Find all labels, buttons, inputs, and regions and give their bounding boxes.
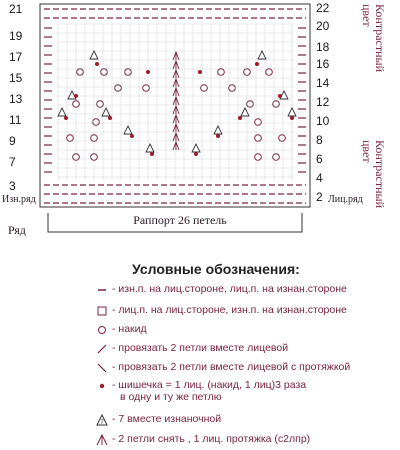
bobble-mark [255, 62, 259, 66]
yarn-over-mark [97, 101, 104, 108]
yarn-over-mark [91, 154, 98, 161]
bobble-mark [64, 116, 68, 120]
top-contrast-label: Контрастный цвет [360, 4, 387, 73]
bottom-contrast-rows [44, 185, 306, 203]
svg-text:7: 7 [100, 420, 104, 426]
dash-icon [95, 283, 109, 297]
bobble-mark [216, 134, 220, 138]
double-decrease-mark [173, 61, 179, 69]
yarn-over-mark [218, 69, 225, 76]
legend-text: - 7 вместе изнаночной [112, 413, 222, 425]
circle-icon [95, 323, 109, 337]
yarn-over-mark [67, 135, 74, 142]
row-number-left: 7 [9, 155, 16, 169]
row-number-left: 19 [9, 29, 23, 43]
seven-together-mark [214, 126, 222, 134]
row-number-right: 14 [316, 76, 330, 90]
bottom-contrast-label: Контрастный цвет [360, 140, 387, 209]
row-number-right: 18 [316, 40, 330, 54]
yarn-over-mark [73, 154, 80, 161]
row-number-right: 2 [316, 190, 323, 204]
row-number-right: 20 [316, 19, 330, 33]
bobble-mark [74, 94, 78, 98]
yarn-over-mark [201, 85, 208, 92]
triangle-7-icon [95, 413, 109, 427]
row-number-right: 10 [316, 114, 330, 128]
bobble-mark [290, 116, 294, 120]
yarn-over-mark [273, 101, 280, 108]
backslash-icon [95, 361, 109, 375]
row-number-right: 16 [316, 57, 330, 71]
yarn-over-mark [244, 69, 251, 76]
row-number-left: 9 [9, 134, 16, 148]
bobble-mark [238, 116, 242, 120]
bobble-mark [95, 62, 99, 66]
seven-together-mark [90, 51, 98, 59]
row-number-left: 15 [9, 71, 23, 85]
row-number-right: 22 [316, 1, 330, 15]
bobble-mark [150, 152, 154, 156]
double-decrease-mark [173, 79, 179, 87]
right-side-row-label: Лиц.ряд [328, 194, 363, 205]
double-decrease-mark [173, 133, 179, 141]
legend-text: - шишечка = 1 лиц. (накид, 1 лиц)3 раза [112, 379, 307, 391]
yarn-over-mark [143, 85, 150, 92]
double-decrease-mark [173, 52, 179, 60]
arrow-up-icon [95, 433, 109, 447]
yarn-over-mark [255, 154, 262, 161]
double-decrease-mark [173, 124, 179, 132]
legend-title: Условные обозначения: [132, 261, 300, 277]
row-number-left: 21 [9, 2, 23, 16]
seven-together-mark [288, 108, 296, 116]
legend-text: - провязать 2 петли вместе лицевой с протяжкой [112, 361, 351, 373]
row-number-left: 3 [9, 179, 16, 193]
yarn-over-mark [279, 135, 286, 142]
row-axis-label: Ряд [8, 223, 26, 237]
row-number-right: 6 [316, 152, 323, 166]
row-number-right: 4 [316, 171, 323, 185]
bobble-mark [146, 70, 150, 74]
yarn-over-mark [247, 101, 254, 108]
double-decrease-mark [173, 115, 179, 123]
top-contrast-rows [44, 9, 306, 18]
legend-text: - накид [112, 323, 147, 335]
row-number-left: 11 [9, 113, 22, 127]
yarn-over-mark [255, 119, 262, 126]
legend-text: - лиц.п. на лиц.стороне, изн.п. на изнан.стороне [112, 304, 347, 316]
row-number-right: 8 [316, 133, 323, 147]
double-decrease-mark [173, 97, 179, 105]
yarn-over-mark [73, 101, 80, 108]
bobble-mark [108, 116, 112, 120]
yarn-over-mark [273, 154, 280, 161]
yarn-over-mark [93, 119, 100, 126]
yarn-over-mark [101, 69, 108, 76]
seven-together-mark [58, 108, 66, 116]
yarn-over-mark [125, 69, 132, 76]
yarn-over-mark [77, 69, 84, 76]
slash-icon [95, 342, 109, 356]
row-number-left: 13 [9, 92, 23, 106]
dot-icon [95, 379, 109, 393]
seven-together-mark [146, 144, 154, 152]
yarn-over-mark [255, 135, 262, 142]
double-decrease-mark [173, 88, 179, 96]
yarn-over-mark [91, 135, 98, 142]
row-number-right: 12 [316, 95, 330, 109]
bobble-mark [130, 134, 134, 138]
bobble-mark [198, 70, 202, 74]
double-decrease-mark [173, 142, 179, 150]
legend-text: - провязать 2 петли вместе лицевой [112, 342, 289, 354]
seven-together-mark [124, 126, 132, 134]
seven-together-mark [241, 108, 249, 116]
wrong-side-row-label: Изн.ряд [2, 194, 36, 205]
bobble-mark [278, 94, 282, 98]
left-dash-column [44, 28, 52, 172]
yarn-over-mark [266, 69, 273, 76]
legend-text: - 2 петли снять , 1 лиц. протяжка (с2лпр) [112, 433, 311, 445]
right-dash-column [298, 28, 306, 172]
legend-text: - изн.п. на лиц.стороне, лиц.п. на изнан.стороне [112, 283, 347, 295]
square-icon [95, 304, 109, 318]
repeat-label: Раппорт 26 петель [133, 213, 227, 227]
bobble-mark [194, 152, 198, 156]
yarn-over-mark [115, 85, 122, 92]
yarn-over-mark [229, 85, 236, 92]
legend-text: в одну и ту же петлю [120, 391, 222, 403]
double-decrease-mark [173, 106, 179, 114]
row-number-left: 17 [9, 50, 23, 64]
double-decrease-mark [173, 70, 179, 78]
